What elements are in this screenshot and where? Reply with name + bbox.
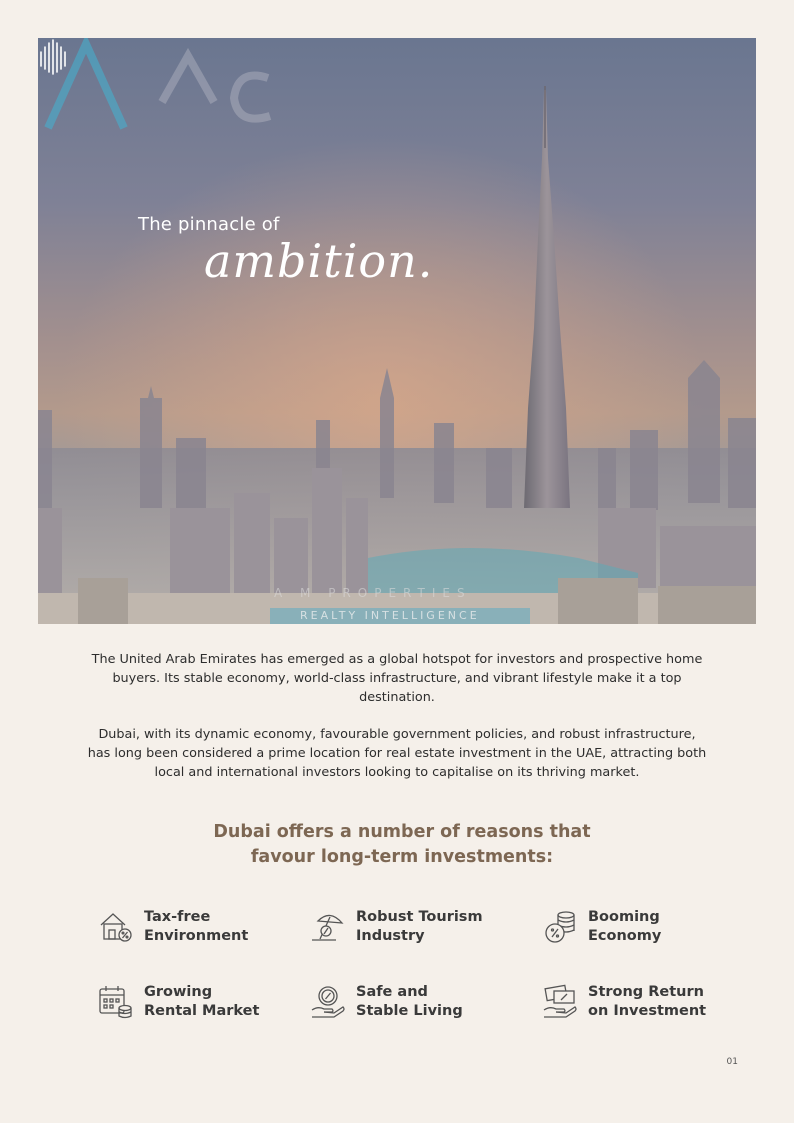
reason-tax-free [98,908,248,946]
reasons-heading-line-1: Dubai offers a number of reasons that [213,822,591,842]
reason-return [542,983,706,1021]
reason-label-line-1: Safe and [356,984,428,1000]
reason-label-line-2: Stable Living [356,1003,463,1019]
tagline-text: The pinnacle of [138,214,280,235]
hand-money-icon [542,984,578,1020]
reason-label-line-1: Booming [588,909,660,925]
reason-safe-living [310,983,463,1021]
reason-tourism [310,908,483,946]
hand-shield-icon [310,984,346,1020]
reason-label-line-1: Growing [144,984,213,1000]
reasons-heading [100,820,704,870]
intro-section [86,650,708,800]
watermark-logo-icon [38,38,328,162]
calendar-coins-icon [98,984,134,1020]
reason-label-line-2: on Investment [588,1003,707,1019]
beach-umbrella-icon [310,909,346,945]
reason-label-line-1: Strong Return [588,984,704,1000]
hero-image [38,38,756,624]
reason-label-line-2: Rental Market [144,1003,260,1019]
watermark-text: A M PROPERTIES [274,586,472,600]
reason-label-line-2: Environment [144,928,249,944]
reason-label-line-1: Tax-free [144,909,211,925]
reason-label-line-1: Robust Tourism [356,909,483,925]
reason-rental [98,983,259,1021]
reason-label-line-2: Industry [356,928,425,944]
house-percent-icon [98,909,134,945]
intro-paragraph-2: Dubai, with its dynamic economy, favourable government policies, and robust infrastructure, has long been considered a prime location for real estate investment in the UAE, attracting both local and international investors looking to capitalise on its thriving market. [87,727,707,780]
intro-paragraph-1: The United Arab Emirates has emerged as a global hotspot for investors and prospective home buyers. Its stable economy, world-class infrastructure, and vibrant lifestyle make it a top destination. [91,652,703,705]
reasons-heading-line-2: favour long-term investments: [250,847,554,867]
page-number: 01 [726,1057,738,1067]
reason-economy [542,908,661,946]
tagline-script-text: ambition. [204,234,434,288]
reason-label-line-2: Economy [588,928,662,944]
watermark-subtext: REALTY INTELLIGENCE [300,609,480,622]
coins-stack-icon [542,909,578,945]
